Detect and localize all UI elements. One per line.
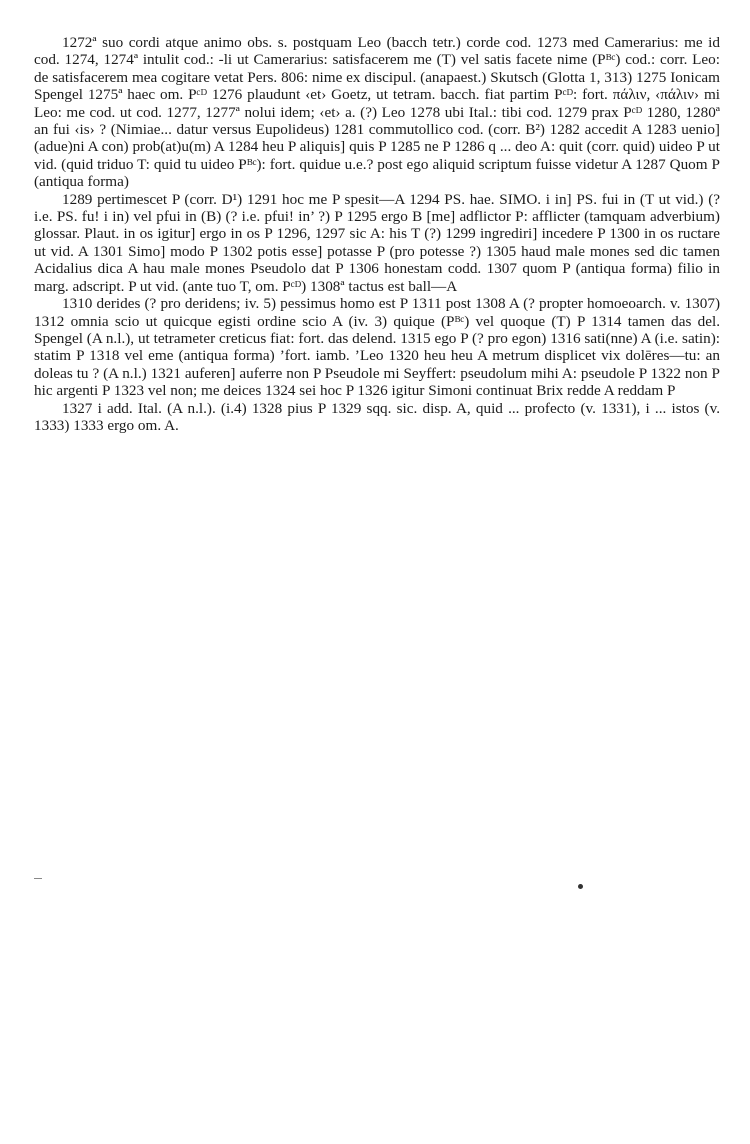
scan-speck xyxy=(578,884,583,889)
apparatus-paragraph-1272: 1272ª suo cordi atque animo obs. s. postquam Leo (bacch tetr.) corde cod. 1273 med Camerarius: me id cod. 1274, 1274ª intulit cod.: -li ut Camerarius: satisfacerem me (T) vel satis facete nime (Pᴮᶜ) cod.: corr. Leo: de satisfacerem mea cogitare vetat Pers. 806: nime ex discipul. (anapaest.) Skutsch (Glotta 1, 313) 1275 Ionicam Spengel 1275ª haec om. Pᶜᴰ 1276 plaudunt ‹et› Goetz, ut tetram. bacch. fiat partim Pᶜᴰ: fort. πάλιν, ‹πάλιν› mi Leo: me cod. ut cod. 1277, 1277ª nolui idem; ‹et› a. (?) Leo 1278 ubi Ital.: tibi cod. 1279 prax Pᶜᴰ 1280, 1280ª an fui ‹is› ? (Nimiae... datur versus Eupolideus) 1281 commutollico cod. (corr. B²) 1282 accedit A 1283 uenio] (adue)ni A con) prob(at)u(m) A 1284 heu P aliquis] quis P 1285 ne P 1286 q ... deo A: quit (corr. quid) uideo P ut vid. (quid triduo T: quid tu uideo Pᴮᶜ): fort. quidue u.e.? post ego aliquid scriptum fuisse videtur A 1287 Quom P (antiqua forma) xyxy=(34,34,720,191)
scan-speck xyxy=(34,878,42,879)
apparatus-paragraph-1327: 1327 i add. Ital. (A n.l.). (i.4) 1328 pius P 1329 sqq. sic. disp. A, quid ... profecto (v. 1331), i ... istos (v. 1333) 1333 ergo om. A. xyxy=(34,399,720,434)
apparatus-paragraph-1310: 1310 derides (? pro deridens; iv. 5) pessimus homo est P 1311 post 1308 A (? propter homoeoarch. v. 1307) 1312 omnia scio ut quicque egisti ordine scio A (iv. 3) quique (Pᴮᶜ) vel quoque (T) P 1314 tamen das del. Spengel (A n.l.), ut tetrameter creticus fiat: fort. das delend. 1315 ego P (? pro egon) 1316 sati(nne) A (i.e. satin): statim P 1318 vel eme (antiqua forma) ’fort. iamb. ’Leo 1320 heu heu A metrum displicet vix dolēres—tu: an doleas tu ? (A n.l.) 1321 auferen] auferre non P Pseudole mi Seyffert: pseudolum mihi A: pseudole P 1322 non P hic argenti P 1323 vel non; me deices 1324 sei hoc P 1326 igitur Simoni continuat Brix redde A reddam P xyxy=(34,295,720,400)
critical-apparatus xyxy=(34,34,720,434)
apparatus-paragraph-1289: 1289 pertimescet P (corr. D¹) 1291 hoc me P spesit—A 1294 PS. hae. SIMO. i in] PS. fui in (T ut vid.) (? i.e. PS. fu! i in) vel pfui in (B) (? i.e. pfui! in’ ?) P 1295 ergo B [me] adflictor P: afflicter (tamquam adverbium) glossar. Plaut. in os igitur] ergo in os P 1296, 1297 sic A: his T (?) 1299 ingrediri] incedere P 1300 in os ructare ut vid. A 1301 Simo] modo P 1302 potis esse] potasse P (pro potesse ?) 1305 haud male mones sed dic tamen Acidalius dica A hau male mones Pseudolo dat P 1306 honestam codd. 1307 quom P (antiqua forma) filio in marg. adscript. P ut vid. (ante tuo T, om. Pᶜᴰ) 1308ª tactus est ball—A xyxy=(34,190,720,295)
